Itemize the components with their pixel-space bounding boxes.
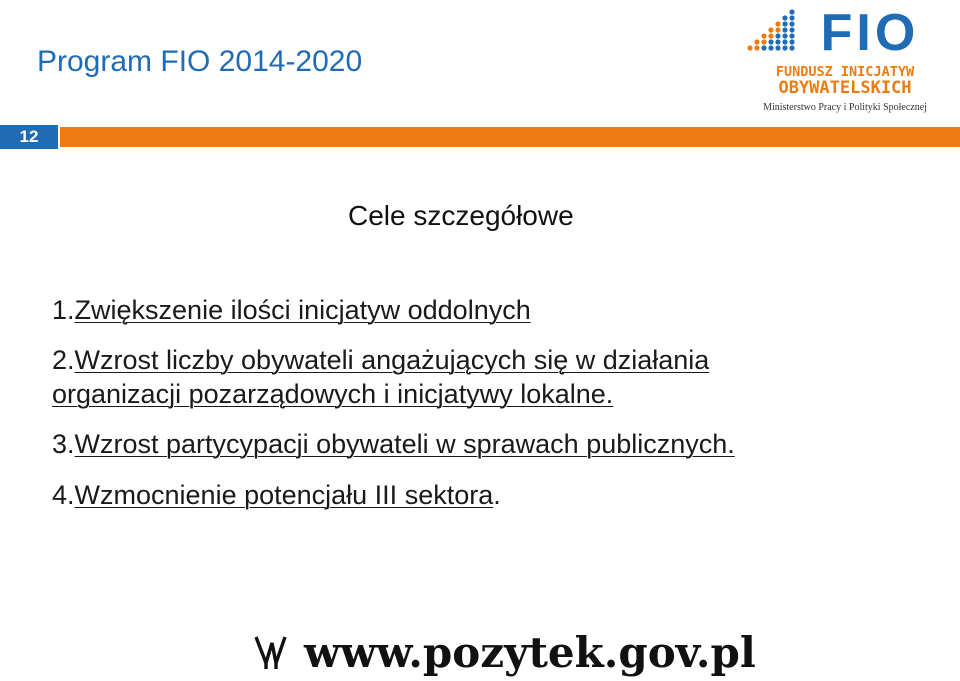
page-number: 12 — [0, 125, 58, 149]
goal-number: 4. — [52, 480, 75, 510]
goal-suffix: . — [493, 480, 501, 510]
goal-number: 2. — [52, 345, 75, 375]
list-item-continuation — [52, 377, 613, 411]
logo-line1: FUNDUSZ INICJATYW — [775, 64, 915, 80]
page-title: Program FIO 2014-2020 — [37, 45, 363, 78]
goal-number: 3. — [52, 429, 75, 459]
logo-ministry: Ministerstwo Pracy i Polityki Społecznej — [763, 102, 927, 113]
slide-subtitle: Cele szczegółowe — [348, 200, 574, 231]
goal-text-continuation: organizacji pozarządowych i inicjatywy lokalne. — [52, 379, 614, 409]
goal-text: Wzrost liczby obywateli angażujących się w działania — [74, 345, 710, 375]
list-item — [52, 427, 735, 461]
logo-dots-icon — [747, 9, 794, 50]
orange-bar — [60, 127, 960, 147]
fio-logo — [742, 6, 948, 118]
goal-text: Wzrost partycypacji obywateli w sprawach publicznych. — [74, 429, 735, 459]
logo-line2: OBYWATELSKICH — [778, 78, 912, 98]
list-item — [52, 343, 709, 377]
header-bar — [0, 125, 960, 149]
goal-number: 1. — [52, 295, 75, 325]
hand-icon — [252, 633, 288, 673]
footer — [252, 628, 756, 678]
list-item — [52, 478, 501, 512]
website-link[interactable]: www.pozytek.gov.pl — [304, 628, 756, 677]
goal-text: Zwiększenie ilości inicjatyw oddolnych — [74, 295, 531, 325]
logo-wordmark: FIO — [820, 6, 920, 62]
list-item — [52, 293, 531, 327]
goal-text: Wzmocnienie potencjału III sektora — [74, 480, 494, 510]
